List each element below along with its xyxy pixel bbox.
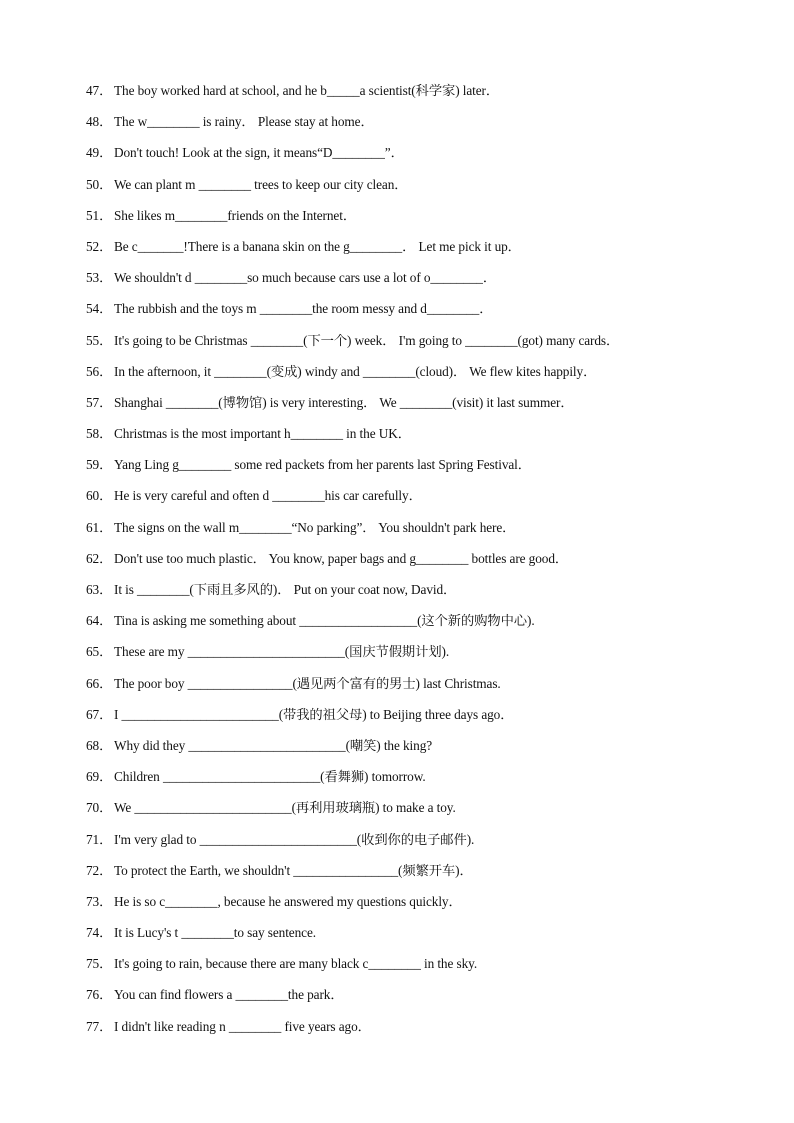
question-item	[86, 485, 726, 516]
question-number: 53．	[86, 270, 113, 286]
question-number: 64．	[86, 613, 113, 629]
question-number: 51．	[86, 207, 113, 223]
question-number: 58．	[86, 426, 113, 442]
question-number: 66．	[86, 675, 113, 691]
question-item	[86, 298, 726, 329]
question-number: 73．	[86, 893, 113, 909]
question-number: 48．	[86, 114, 113, 130]
question-text: We can plant m ________ trees to keep our city clean．	[114, 176, 408, 192]
question-number: 74．	[86, 925, 113, 941]
question-number: 47．	[86, 83, 113, 98]
question-number: 72．	[86, 862, 113, 878]
question-text: I'm very glad to ________________________(收到你的电子邮件).	[114, 831, 475, 847]
question-number: 50．	[86, 176, 113, 192]
question-item	[86, 174, 726, 205]
question-item	[86, 205, 726, 236]
question-number: 77．	[86, 1018, 113, 1034]
question-item	[86, 330, 726, 361]
question-item	[86, 1016, 726, 1047]
question-text: The w________ is rainy． Please stay at home．	[114, 114, 374, 130]
question-number: 49．	[86, 145, 113, 161]
question-item	[86, 922, 726, 953]
question-number: 76．	[86, 987, 113, 1003]
question-item	[86, 517, 726, 548]
question-text: To protect the Earth, we shouldn't ________________(频繁开车)．	[114, 862, 473, 878]
question-text: We shouldn't d ________so much because cars use a lot of o________．	[114, 270, 497, 286]
question-number: 57．	[86, 394, 113, 410]
question-item	[86, 829, 726, 860]
question-text: Be c_______!There is a banana skin on the g________． Let me pick it up．	[114, 238, 521, 254]
question-item	[86, 673, 726, 704]
question-item	[86, 454, 726, 485]
question-item	[86, 423, 726, 454]
question-item	[86, 236, 726, 267]
question-text: The poor boy ________________(遇见两个富有的男士) last Christmas.	[114, 675, 501, 691]
question-number: 71．	[86, 831, 113, 847]
question-number: 69．	[86, 769, 113, 785]
question-number: 65．	[86, 644, 113, 660]
question-text: It is Lucy's t ________to say sentence.	[114, 925, 316, 941]
question-number: 61．	[86, 519, 113, 535]
question-item	[86, 80, 726, 111]
question-number: 62．	[86, 550, 113, 566]
question-text: You can find flowers a ________the park．	[114, 987, 344, 1003]
question-text: We ________________________(再利用玻璃瓶) to make a toy.	[114, 800, 456, 816]
question-item	[86, 610, 726, 641]
question-item	[86, 392, 726, 423]
question-item	[86, 641, 726, 672]
question-number: 54．	[86, 301, 113, 317]
question-number: 63．	[86, 582, 113, 597]
question-item	[86, 579, 726, 610]
question-item	[86, 797, 726, 828]
question-item	[86, 766, 726, 797]
question-text: Why did they ________________________(嘲笑) the king?	[114, 737, 433, 753]
question-text: These are my ________________________(国庆节假期计划).	[114, 644, 450, 660]
question-number: 56．	[86, 363, 113, 379]
question-number: 60．	[86, 488, 113, 504]
question-number: 70．	[86, 800, 113, 816]
question-number: 55．	[86, 332, 113, 348]
question-text: Yang Ling g________ some red packets from her parents last Spring Festival．	[114, 457, 531, 473]
question-text: It's going to rain, because there are many black c________ in the sky.	[114, 956, 478, 972]
question-text: Children ________________________(看舞狮) tomorrow.	[114, 769, 426, 785]
question-item	[86, 735, 726, 766]
question-list	[86, 80, 726, 1047]
question-number: 52．	[86, 238, 113, 254]
question-text: He is very careful and often d ________his car carefully．	[114, 488, 422, 504]
question-text: I didn't like reading n ________ five years ago．	[114, 1018, 371, 1034]
question-text: The signs on the wall m________“No parking”． You shouldn't park here．	[114, 519, 516, 535]
question-text: Tina is asking me something about __________________(这个新的购物中心).	[114, 613, 535, 629]
question-text: It's going to be Christmas ________(下一个) week． I'm going to ________(got) many cards．	[114, 332, 620, 348]
question-item	[86, 267, 726, 298]
question-text: Don't touch! Look at the sign, it means“D________”．	[114, 145, 404, 161]
question-item	[86, 142, 726, 173]
question-item	[86, 361, 726, 392]
question-text: The boy worked hard at school, and he b_____a scientist(科学家) later．	[114, 83, 500, 98]
question-number: 67．	[86, 706, 113, 722]
question-item	[86, 860, 726, 891]
question-text: He is so c________, because he answered my questions quickly．	[114, 893, 462, 909]
question-item	[86, 891, 726, 922]
question-number: 59．	[86, 457, 113, 473]
question-number: 68．	[86, 737, 113, 753]
question-number: 75．	[86, 956, 113, 972]
question-text: I ________________________(带我的祖父母) to Beijing three days ago．	[114, 706, 514, 722]
question-text: In the afternoon, it ________(变成) windy and ________(cloud)． We flew kites happily．	[114, 363, 597, 379]
question-text: She likes m________friends on the Internet．	[114, 207, 357, 223]
question-item	[86, 111, 726, 142]
question-text: Shanghai ________(博物馆) is very interesting． We ________(visit) it last summer．	[114, 394, 574, 410]
question-item	[86, 953, 726, 984]
question-text: It is ________(下雨且多风的)． Put on your coat now, David．	[114, 582, 457, 597]
question-item	[86, 704, 726, 735]
question-item	[86, 548, 726, 579]
question-text: The rubbish and the toys m ________the room messy and d________．	[114, 301, 493, 317]
question-text: Don't use too much plastic． You know, paper bags and g________ bottles are good．	[114, 550, 569, 566]
question-item	[86, 984, 726, 1015]
question-text: Christmas is the most important h________ in the UK．	[114, 426, 411, 442]
